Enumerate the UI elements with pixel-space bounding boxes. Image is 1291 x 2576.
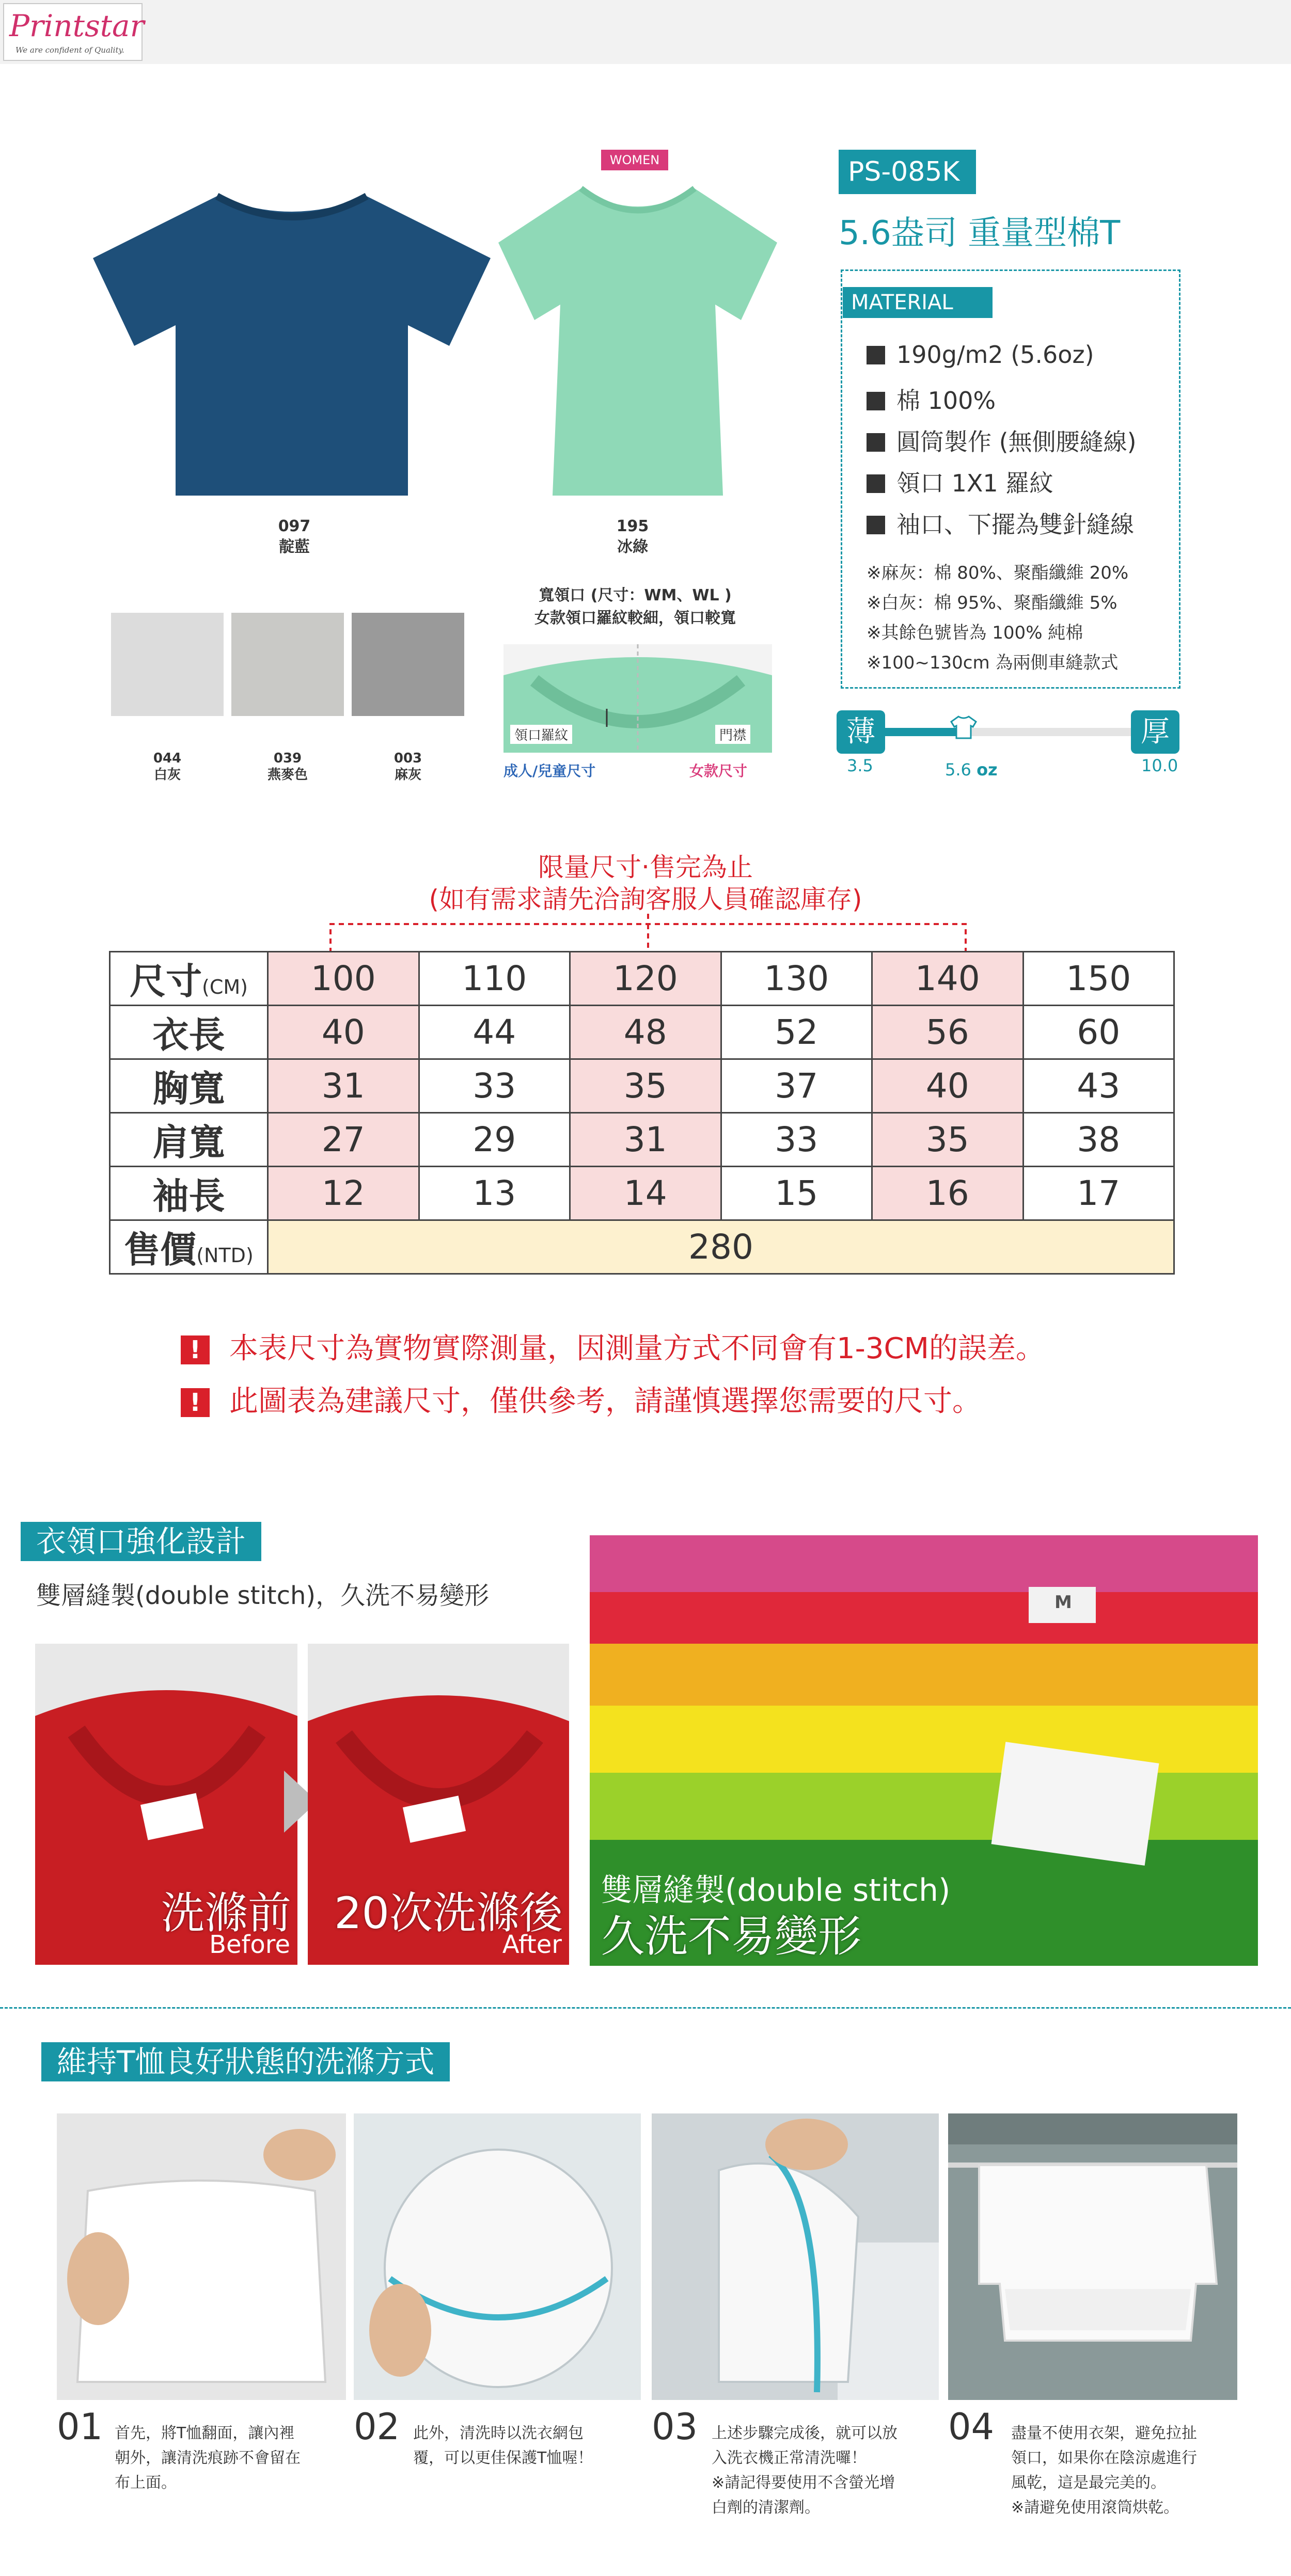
size-col-120: 120	[570, 952, 721, 1006]
table-row	[110, 1059, 1174, 1113]
color-name-097: 靛藍	[279, 538, 310, 556]
price-value: 280	[268, 1220, 1174, 1274]
spec-item-hem: 袖口、下擺為雙針縫線	[867, 506, 1134, 540]
after-caption: 20次洗滌後	[334, 1888, 563, 1938]
collar-adult-label: 成人/兒童尺寸	[503, 762, 596, 780]
color-code-097: 097	[278, 517, 311, 535]
women-tag: WOMEN	[601, 150, 668, 170]
wash-step-1-photo	[57, 2113, 346, 2400]
before-caption: 洗滌前	[161, 1888, 291, 1938]
top-bar	[0, 0, 1291, 64]
table-cell: 38	[1023, 1113, 1174, 1167]
swatch-code-003: 003	[393, 751, 422, 766]
step-1-text: 首先，將T恤翻面，讓內裡 朝外，讓清洗痕跡不會留在 布上面。	[115, 2424, 301, 2492]
step-4-text: 盡量不使用衣架，避免拉扯 領口，如果你在陰涼處進行 風乾，這是最完美的。 ※請避免使用滾筒烘乾。	[1011, 2424, 1197, 2517]
limit-notice-2: (如有需求請先洽詢客服人員確認庫存)	[429, 884, 862, 914]
step-3-text: 上述步驟完成後，就可以放 入洗衣機正常清洗囉！ ※請記得要使用不含螢光增 白劑的清潔劑。	[712, 2424, 898, 2517]
tshirt-marker-icon	[950, 715, 977, 739]
table-row	[110, 1220, 1174, 1274]
size-col-150: 150	[1023, 952, 1174, 1006]
after-caption-en: After	[502, 1930, 562, 1959]
photo-caption-2: 久洗不易變形	[601, 1911, 862, 1962]
table-cell: 52	[721, 1006, 872, 1059]
size-header-label: 尺寸(CM)	[110, 952, 268, 1006]
swatch-name-044: 白灰	[153, 767, 181, 783]
collar-section-title: 衣領口強化設計	[21, 1522, 261, 1561]
limited-size-bracket	[310, 914, 981, 953]
row-label-chest: 胸寬	[110, 1059, 268, 1113]
stacked-tshirts-photo	[590, 1535, 1258, 1966]
step-4-number: 04	[948, 2406, 995, 2448]
wash-section-title: 維持T恤良好狀態的洗滌方式	[41, 2042, 450, 2081]
before-wash-photo	[35, 1644, 297, 1965]
table-cell: 60	[1023, 1006, 1174, 1059]
thin-badge: 薄	[837, 710, 885, 754]
after-wash-photo	[308, 1644, 569, 1965]
row-label-sleeve: 袖長	[110, 1167, 268, 1220]
collar-placket-label: 門襟	[715, 725, 750, 744]
table-cell: 37	[721, 1059, 872, 1113]
spec-note-1: ※麻灰：棉 80%、聚酯纖維 20%	[867, 563, 1129, 583]
brand-logo[interactable]	[3, 3, 143, 61]
warning-1: ! 本表尺寸為實物實際測量，因測量方式不同會有1-3CM的誤差。	[181, 1326, 1045, 1367]
swatch-code-044: 044	[153, 751, 182, 766]
table-cell: 14	[570, 1167, 721, 1220]
material-label: MATERIAL	[843, 287, 993, 318]
table-row	[110, 1113, 1174, 1167]
swatch-name-039: 燕麥色	[267, 767, 308, 783]
step-2-text: 此外，清洗時以洗衣網包 覆，可以更佳保護T恤喔！	[413, 2424, 593, 2467]
table-cell: 17	[1023, 1167, 1174, 1220]
collar-rib-label: 領口羅紋	[510, 725, 572, 744]
collar-title-1: 寬領口 (尺寸：WM、WL )	[539, 586, 732, 605]
swatch-044[interactable]	[111, 613, 224, 716]
step-1-number: 01	[57, 2406, 103, 2448]
size-col-140: 140	[872, 952, 1024, 1006]
size-col-110: 110	[419, 952, 570, 1006]
table-row	[110, 952, 1174, 1006]
wash-step-4-photo	[948, 2113, 1237, 2400]
product-title: 5.6盎司 重量型棉T	[839, 214, 1121, 252]
swatch-name-003: 麻灰	[394, 767, 421, 783]
table-cell: 44	[419, 1006, 570, 1059]
section-divider	[0, 2007, 1291, 2009]
size-tag-label: M	[1054, 1592, 1072, 1613]
table-cell: 56	[872, 1006, 1024, 1059]
thickness-max: 10.0	[1141, 756, 1178, 775]
exclamation-icon: !	[181, 1388, 210, 1417]
size-col-100: 100	[268, 952, 419, 1006]
table-cell: 31	[268, 1059, 419, 1113]
step-3-number: 03	[652, 2406, 698, 2448]
table-cell: 29	[419, 1113, 570, 1167]
spec-note-3: ※其餘色號皆為 100% 純棉	[867, 623, 1083, 643]
exclamation-icon: !	[181, 1335, 210, 1364]
spec-note-2: ※白灰：棉 95%、聚酯纖維 5%	[867, 593, 1117, 613]
table-cell: 13	[419, 1167, 570, 1220]
price-label: 售價(NTD)	[110, 1220, 268, 1274]
table-cell: 40	[872, 1059, 1024, 1113]
table-cell: 16	[872, 1167, 1024, 1220]
size-table	[109, 951, 1175, 1275]
swatch-code-039: 039	[273, 751, 302, 766]
row-label-length: 衣長	[110, 1006, 268, 1059]
size-col-130: 130	[721, 952, 872, 1006]
before-caption-en: Before	[209, 1930, 290, 1959]
row-label-shoulder: 肩寬	[110, 1113, 268, 1167]
collar-title-2: 女款領口羅紋較細，領口較寬	[534, 609, 736, 627]
table-cell: 31	[570, 1113, 721, 1167]
thick-badge: 厚	[1131, 710, 1179, 754]
table-row	[110, 1167, 1174, 1220]
table-cell: 48	[570, 1006, 721, 1059]
spec-item-tubular: 圓筒製作 (無側腰縫線)	[867, 423, 1137, 457]
thickness-min: 3.5	[847, 756, 873, 775]
logo-tagline: We are confident of Quality.	[15, 45, 124, 55]
swatch-003[interactable]	[352, 613, 464, 716]
table-cell: 33	[419, 1059, 570, 1113]
collar-section-subtitle: 雙層縫製(double stitch)，久洗不易變形	[36, 1581, 490, 1610]
product-code: PS-085K	[839, 150, 976, 194]
table-cell: 35	[570, 1059, 721, 1113]
table-cell: 40	[268, 1006, 419, 1059]
tshirt-indigo-image	[88, 191, 496, 501]
tshirt-mint-image	[493, 181, 782, 501]
table-cell: 35	[872, 1113, 1024, 1167]
color-code-195: 195	[616, 517, 649, 535]
spec-item-cotton: 棉 100%	[867, 382, 996, 416]
spec-note-4: ※100~130cm 為兩側車縫款式	[867, 653, 1119, 673]
table-cell: 43	[1023, 1059, 1174, 1113]
step-2-number: 02	[354, 2406, 400, 2448]
wash-step-3-photo	[652, 2113, 939, 2400]
warning-2: ! 此圖表為建議尺寸，僅供參考，請謹慎選擇您需要的尺寸。	[181, 1378, 981, 1420]
spec-item-weight: 190g/m2 (5.6oz)	[867, 341, 1094, 369]
table-cell: 27	[268, 1113, 419, 1167]
logo-name: Printstar	[9, 8, 145, 43]
color-name-195: 冰綠	[617, 538, 648, 556]
table-cell: 15	[721, 1167, 872, 1220]
thickness-value: 5.6 oz	[945, 760, 998, 780]
spec-item-collar: 領口 1X1 羅紋	[867, 465, 1053, 499]
table-cell: 33	[721, 1113, 872, 1167]
table-row	[110, 1006, 1174, 1059]
collar-women-label: 女款尺寸	[689, 762, 748, 780]
limit-notice-1: 限量尺寸‧售完為止	[538, 852, 753, 882]
swatch-039[interactable]	[231, 613, 344, 716]
table-cell: 12	[268, 1167, 419, 1220]
photo-caption-1: 雙層縫製(double stitch)	[601, 1872, 951, 1909]
wash-step-2-photo	[354, 2113, 641, 2400]
